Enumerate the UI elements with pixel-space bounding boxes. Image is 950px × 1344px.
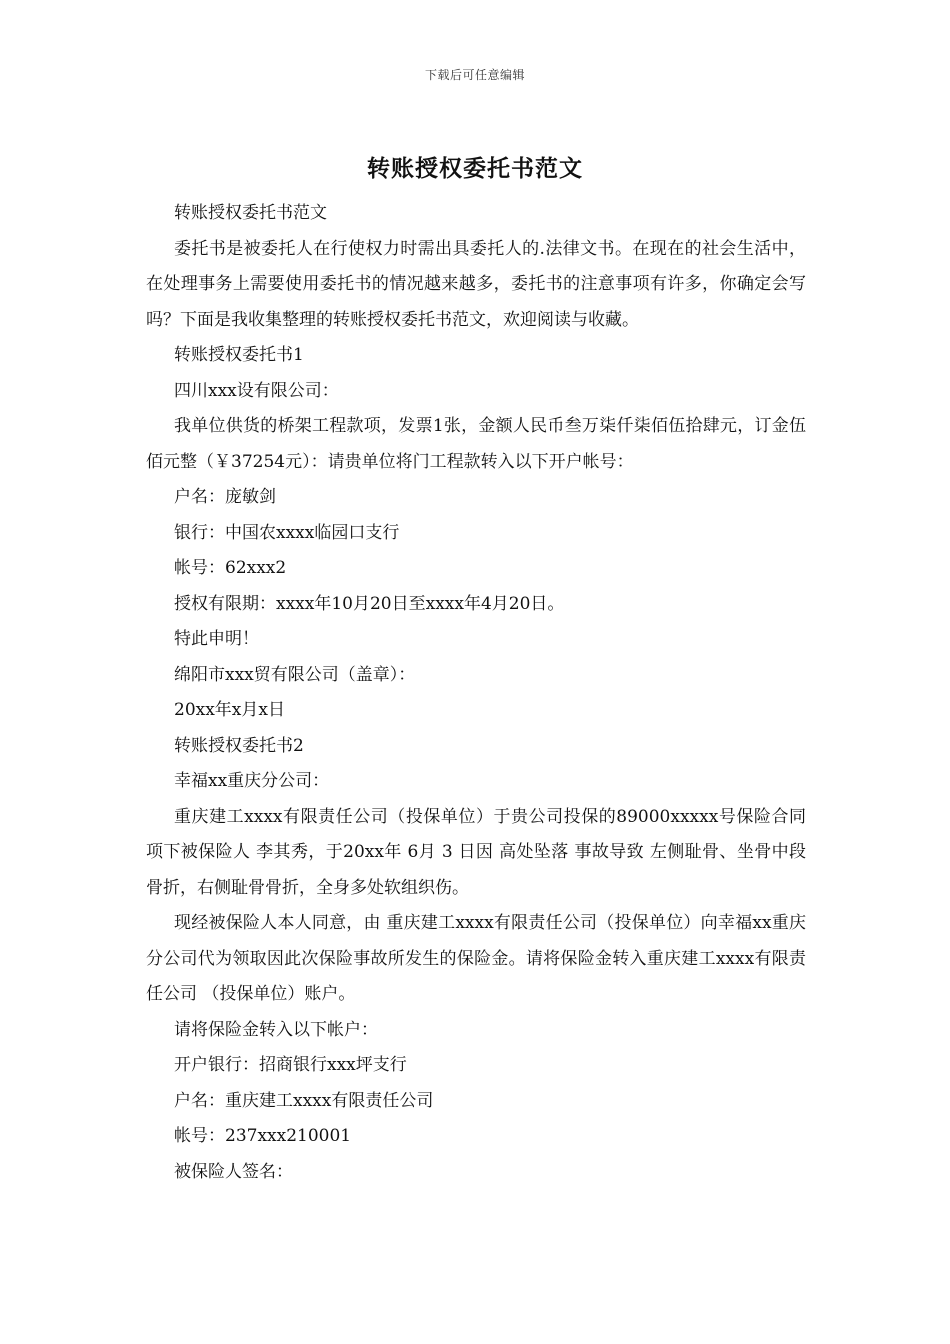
addressee-2: 幸福xx重庆分公司： [174,771,330,791]
account-name-2: 户名：重庆建工xxxx有限责任公司 [174,1090,434,1111]
bank-2: 开户银行：招商银行xxx坪支行 [174,1055,407,1075]
document-body [146,196,806,1190]
authorization-period: 授权有限期：xxxx年10月20日至xxxx年4月20日。 [174,593,565,614]
bank-1: 银行：中国农xxxx临园口支行 [174,522,400,543]
paragraph-consent: 现经被保险人本人同意，由 重庆建工xxxx有限责任公司（投保单位）向幸福xx重庆分公司代为领取因此次保险事故所发生的保险金。请将保险金转入重庆建工xxxx有限责任公司 （投保单位）账户。 [146,913,806,1004]
addressee-1: 四川xxx设有限公司： [174,380,339,401]
paragraph-intro: 委托书是被委托人在行使权力时需出具委托人的.法律文书。在现在的社会生活中，在处理事务上需要使用委托书的情况越来越多，委托书的注意事项有许多，你确定会写吗？下面是我收集整理的转账授权委托书范文，欢迎阅读与收藏。 [146,238,806,330]
paragraph-payment: 我单位供货的桥架工程款项，发票1张，金额人民币叁万柒仟柒佰伍拾肆元，订金伍佰元整（￥37254元）：请贵单位将门工程款转入以下开户帐号： [146,416,806,472]
account-name-1: 户名：庞敏剑 [174,487,276,507]
insured-signature: 被保险人签名： [174,1161,293,1182]
signing-date: 20xx年x月x日 [174,700,285,720]
paragraph-subtitle: 转账授权委托书范文 [174,203,327,223]
header-note: 下载后可任意编辑 [424,68,525,82]
section-heading-2: 转账授权委托书2 [174,735,304,756]
account-number-2: 帐号：237xxx210001 [174,1126,352,1146]
paragraph-accident: 重庆建工xxxx有限责任公司（投保单位）于贵公司投保的89000xxxxx号保险合同项下被保险人 李其秀，于20xx年 6月 3 日因 高处坠落 事故导致 左侧耻骨、坐骨中段骨折，右侧耻骨骨折，全身多处软组织伤。 [146,806,806,898]
signing-company: 绵阳市xxx贸有限公司（盖章）： [174,664,416,685]
transfer-instruction: 请将保险金转入以下帐户： [174,1019,378,1040]
declaration: 特此申明！ [174,629,259,649]
document-title: 转账授权委托书范文 [367,155,583,182]
account-number-1: 帐号：62xxx2 [174,558,287,578]
section-heading-1: 转账授权委托书1 [174,345,304,365]
